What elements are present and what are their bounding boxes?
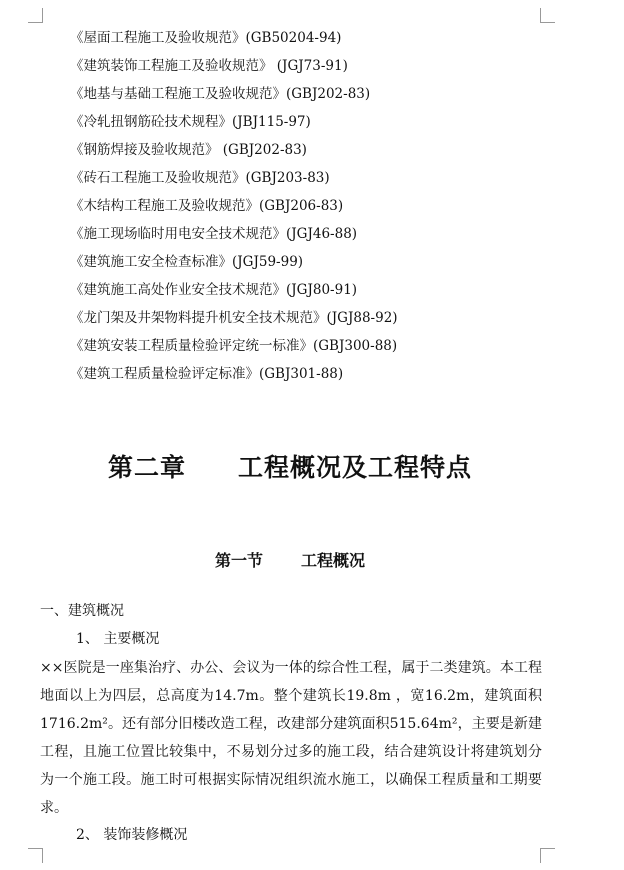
chapter-title: 工程概况及工程特点 bbox=[238, 453, 473, 482]
list-item: 《建筑施工高处作业安全技术规范》(JGJ80-91) bbox=[70, 282, 358, 298]
page-corner-mark bbox=[28, 848, 43, 863]
list-item: 《砖石工程施工及验收规范》(GBJ203-83) bbox=[70, 170, 330, 186]
list-item: 《冷轧扭钢筋砼技术规程》(JBJ115-97) bbox=[70, 114, 311, 130]
chapter-heading bbox=[0, 448, 580, 484]
list-item: 《建筑安装工程质量检验评定统一标准》(GBJ300-88) bbox=[70, 338, 398, 354]
list-item: 《木结构工程施工及验收规范》(GBJ206-83) bbox=[70, 198, 344, 214]
list-item: 《建筑工程质量检验评定标准》(GBJ301-88) bbox=[70, 366, 344, 382]
page-corner-mark bbox=[28, 8, 43, 23]
body-paragraph: ××医院是一座集治疗、办公、会议为一体的综合性工程，属于二类建筑。本工程地面以上为四层，总高度为14.7m。整个建筑长19.8m ，宽16.2m，建筑面积1716.2m²。还有部分旧楼改造工程，改建部分建筑面积515.64m²，主要是新建工程，且施工位置比较集中，不易划分过多的施工段，结合建筑设计将建筑划分为一个施工段。施工时可根据实际情况组织流水施工，以确保工程质量和工期要求。 bbox=[40, 660, 542, 816]
subheading-main-overview: 1、 主要概况 bbox=[76, 631, 160, 647]
subheading-building-overview: 一、建筑概况 bbox=[40, 603, 124, 619]
section-title: 工程概况 bbox=[301, 551, 366, 570]
section-number: 第一节 bbox=[214, 551, 263, 570]
standards-list bbox=[70, 24, 398, 388]
list-item: 《建筑装饰工程施工及验收规范》 (JGJ73-91) bbox=[70, 58, 348, 74]
subheading-decoration-overview: 2、 装饰装修概况 bbox=[76, 827, 188, 843]
list-item: 《钢筋焊接及验收规范》 (GBJ202-83) bbox=[70, 142, 307, 158]
list-item: 《龙门架及井架物料提升机安全技术规范》(JGJ88-92) bbox=[70, 310, 398, 326]
page-corner-mark bbox=[540, 8, 555, 23]
list-item: 《建筑施工安全检查标准》(JGJ59-99) bbox=[70, 254, 304, 270]
page-corner-mark bbox=[540, 848, 555, 863]
list-item: 《施工现场临时用电安全技术规范》(JGJ46-88) bbox=[70, 226, 358, 242]
chapter-number: 第二章 bbox=[107, 453, 186, 482]
list-item: 《地基与基础工程施工及验收规范》(GBJ202-83) bbox=[70, 86, 371, 102]
list-item: 《屋面工程施工及验收规范》(GB50204-94) bbox=[70, 30, 342, 46]
section-heading bbox=[0, 548, 580, 571]
